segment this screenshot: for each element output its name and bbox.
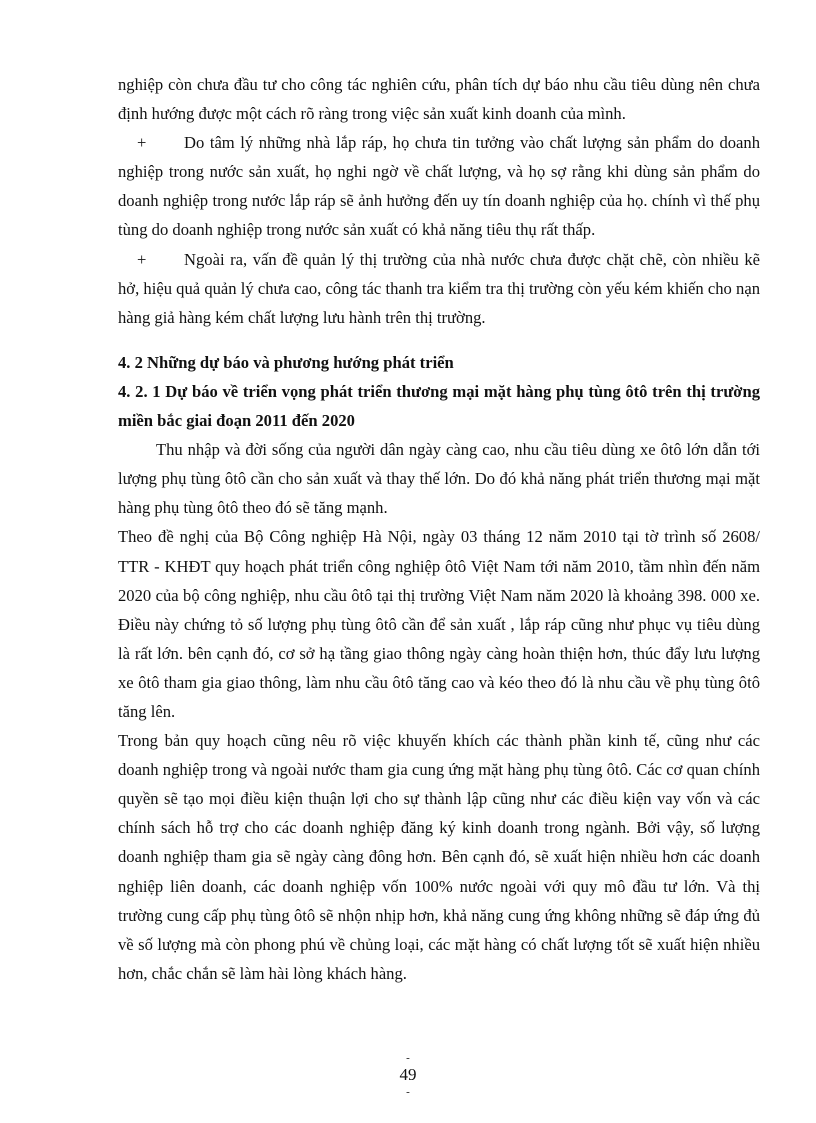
- document-page: [118, 70, 760, 988]
- footer-dash-bottom: -: [406, 1086, 410, 1098]
- bullet-mark: +: [137, 249, 147, 269]
- bullet-text: Ngoài ra, vấn đề quản lý thị trường của nhà nước chưa được chặt chẽ, còn nhiều kẽ hở, hiệu quả quản lý chưa cao, công tác thanh tra kiểm tra thị trường còn yếu kém khiến cho nạn hàng giả hàng kém chất lượng lưu hành trên thị trường.: [118, 249, 760, 327]
- bullet-text: Do tâm lý những nhà lắp ráp, họ chưa tin tưởng vào chất lượng sản phẩm do doanh nghiệp trong nước sản xuất, họ nghi ngờ về chất lượng, và họ sợ rằng khi dùng sản phẩm do doanh nghiệp trong nước lắp ráp sẽ ảnh hưởng đến uy tín doanh nghiệp của họ. chính vì thế phụ tùng do doanh nghiệp trong nước sản xuất có khả năng tiêu thụ rất thấp.: [118, 133, 760, 240]
- document-body: [118, 70, 760, 988]
- bullet-paragraph-market-management: [118, 245, 760, 332]
- paragraph-continuation: nghiệp còn chưa đầu tư cho công tác nghiên cứu, phân tích dự báo nhu cầu tiêu dùng nên chưa định hướng được một cách rõ ràng trong việc sản xuất kinh doanh của mình.: [118, 75, 760, 124]
- footer-dash-top: -: [406, 1052, 410, 1064]
- paragraph-ministry-proposal: Theo đề nghị của Bộ Công nghiệp Hà Nội, ngày 03 tháng 12 năm 2010 tại tờ trình số 2608/ TTR - KHĐT quy hoạch phát triển công nghiệp ôtô Việt Nam tới năm 2010, tầm nhìn đến năm 2020 của bộ công nghiệp, nhu cầu ôtô tại thị trường Việt Nam năm 2020 là khoảng 398. 000 xe. Điều này chứng tỏ số lượng phụ tùng ôtô cần để sản xuất , lắp ráp cũng như phục vụ tiêu dùng là rất lớn. bên cạnh đó, cơ sở hạ tầng giao thông ngày càng hoàn thiện hơn, thúc đẩy lưu lượng xe ôtô tham gia giao thông, làm nhu cầu ôtô tăng cao và kéo theo đó là nhu cầu về phụ tùng ôtô tăng lên.: [118, 527, 760, 721]
- subsection-heading: 4. 2. 1 Dự báo về triển vọng phát triển thương mại mặt hàng phụ tùng ôtô trên thị trường miền bắc giai đoạn 2011 đến 2020: [118, 381, 760, 431]
- bullet-mark: +: [137, 133, 147, 153]
- paragraph-planning: Trong bản quy hoạch cũng nêu rõ việc khuyến khích các thành phần kinh tế, cũng như các doanh nghiệp trong và ngoài nước tham gia cung ứng mặt hàng phụ tùng ôtô. Các cơ quan chính quyền sẽ tạo mọi điều kiện thuận lợi cho sự thành lập cũng như các điều kiện vay vốn và các chính sách hỗ trợ cho các doanh nghiệp đăng ký kinh doanh trong ngành. Bởi vậy, số lượng doanh nghiệp tham gia sẽ ngày càng đông hơn. Bên cạnh đó, sẽ xuất hiện nhiều hơn các doanh nghiệp liên doanh, các doanh nghiệp vốn 100% nước ngoài với quy mô đầu tư lớn. Và thị trường cung cấp phụ tùng ôtô sẽ nhộn nhịp hơn, khả năng cung ứng không những sẽ đáp ứng đủ về số lượng mà còn phong phú về chủng loại, các mặt hàng có chất lượng tốt sẽ xuất hiện nhiều hơn, chắc chắn sẽ làm hài lòng khách hàng.: [118, 731, 760, 983]
- page-number: 49: [399, 1065, 417, 1084]
- section-heading: 4. 2 Những dự báo và phương hướng phát triển: [118, 352, 454, 372]
- page-footer: [0, 1052, 816, 1098]
- paragraph-income: Thu nhập và đời sống của người dân ngày càng cao, nhu cầu tiêu dùng xe ôtô lớn dẫn tới lượng phụ tùng ôtô cần cho sản xuất và thay thế lớn. Do đó khả năng phát triển thương mại mặt hàng phụ tùng ôtô theo đó sẽ tăng mạnh.: [118, 440, 760, 518]
- bullet-paragraph-installers: [118, 128, 760, 244]
